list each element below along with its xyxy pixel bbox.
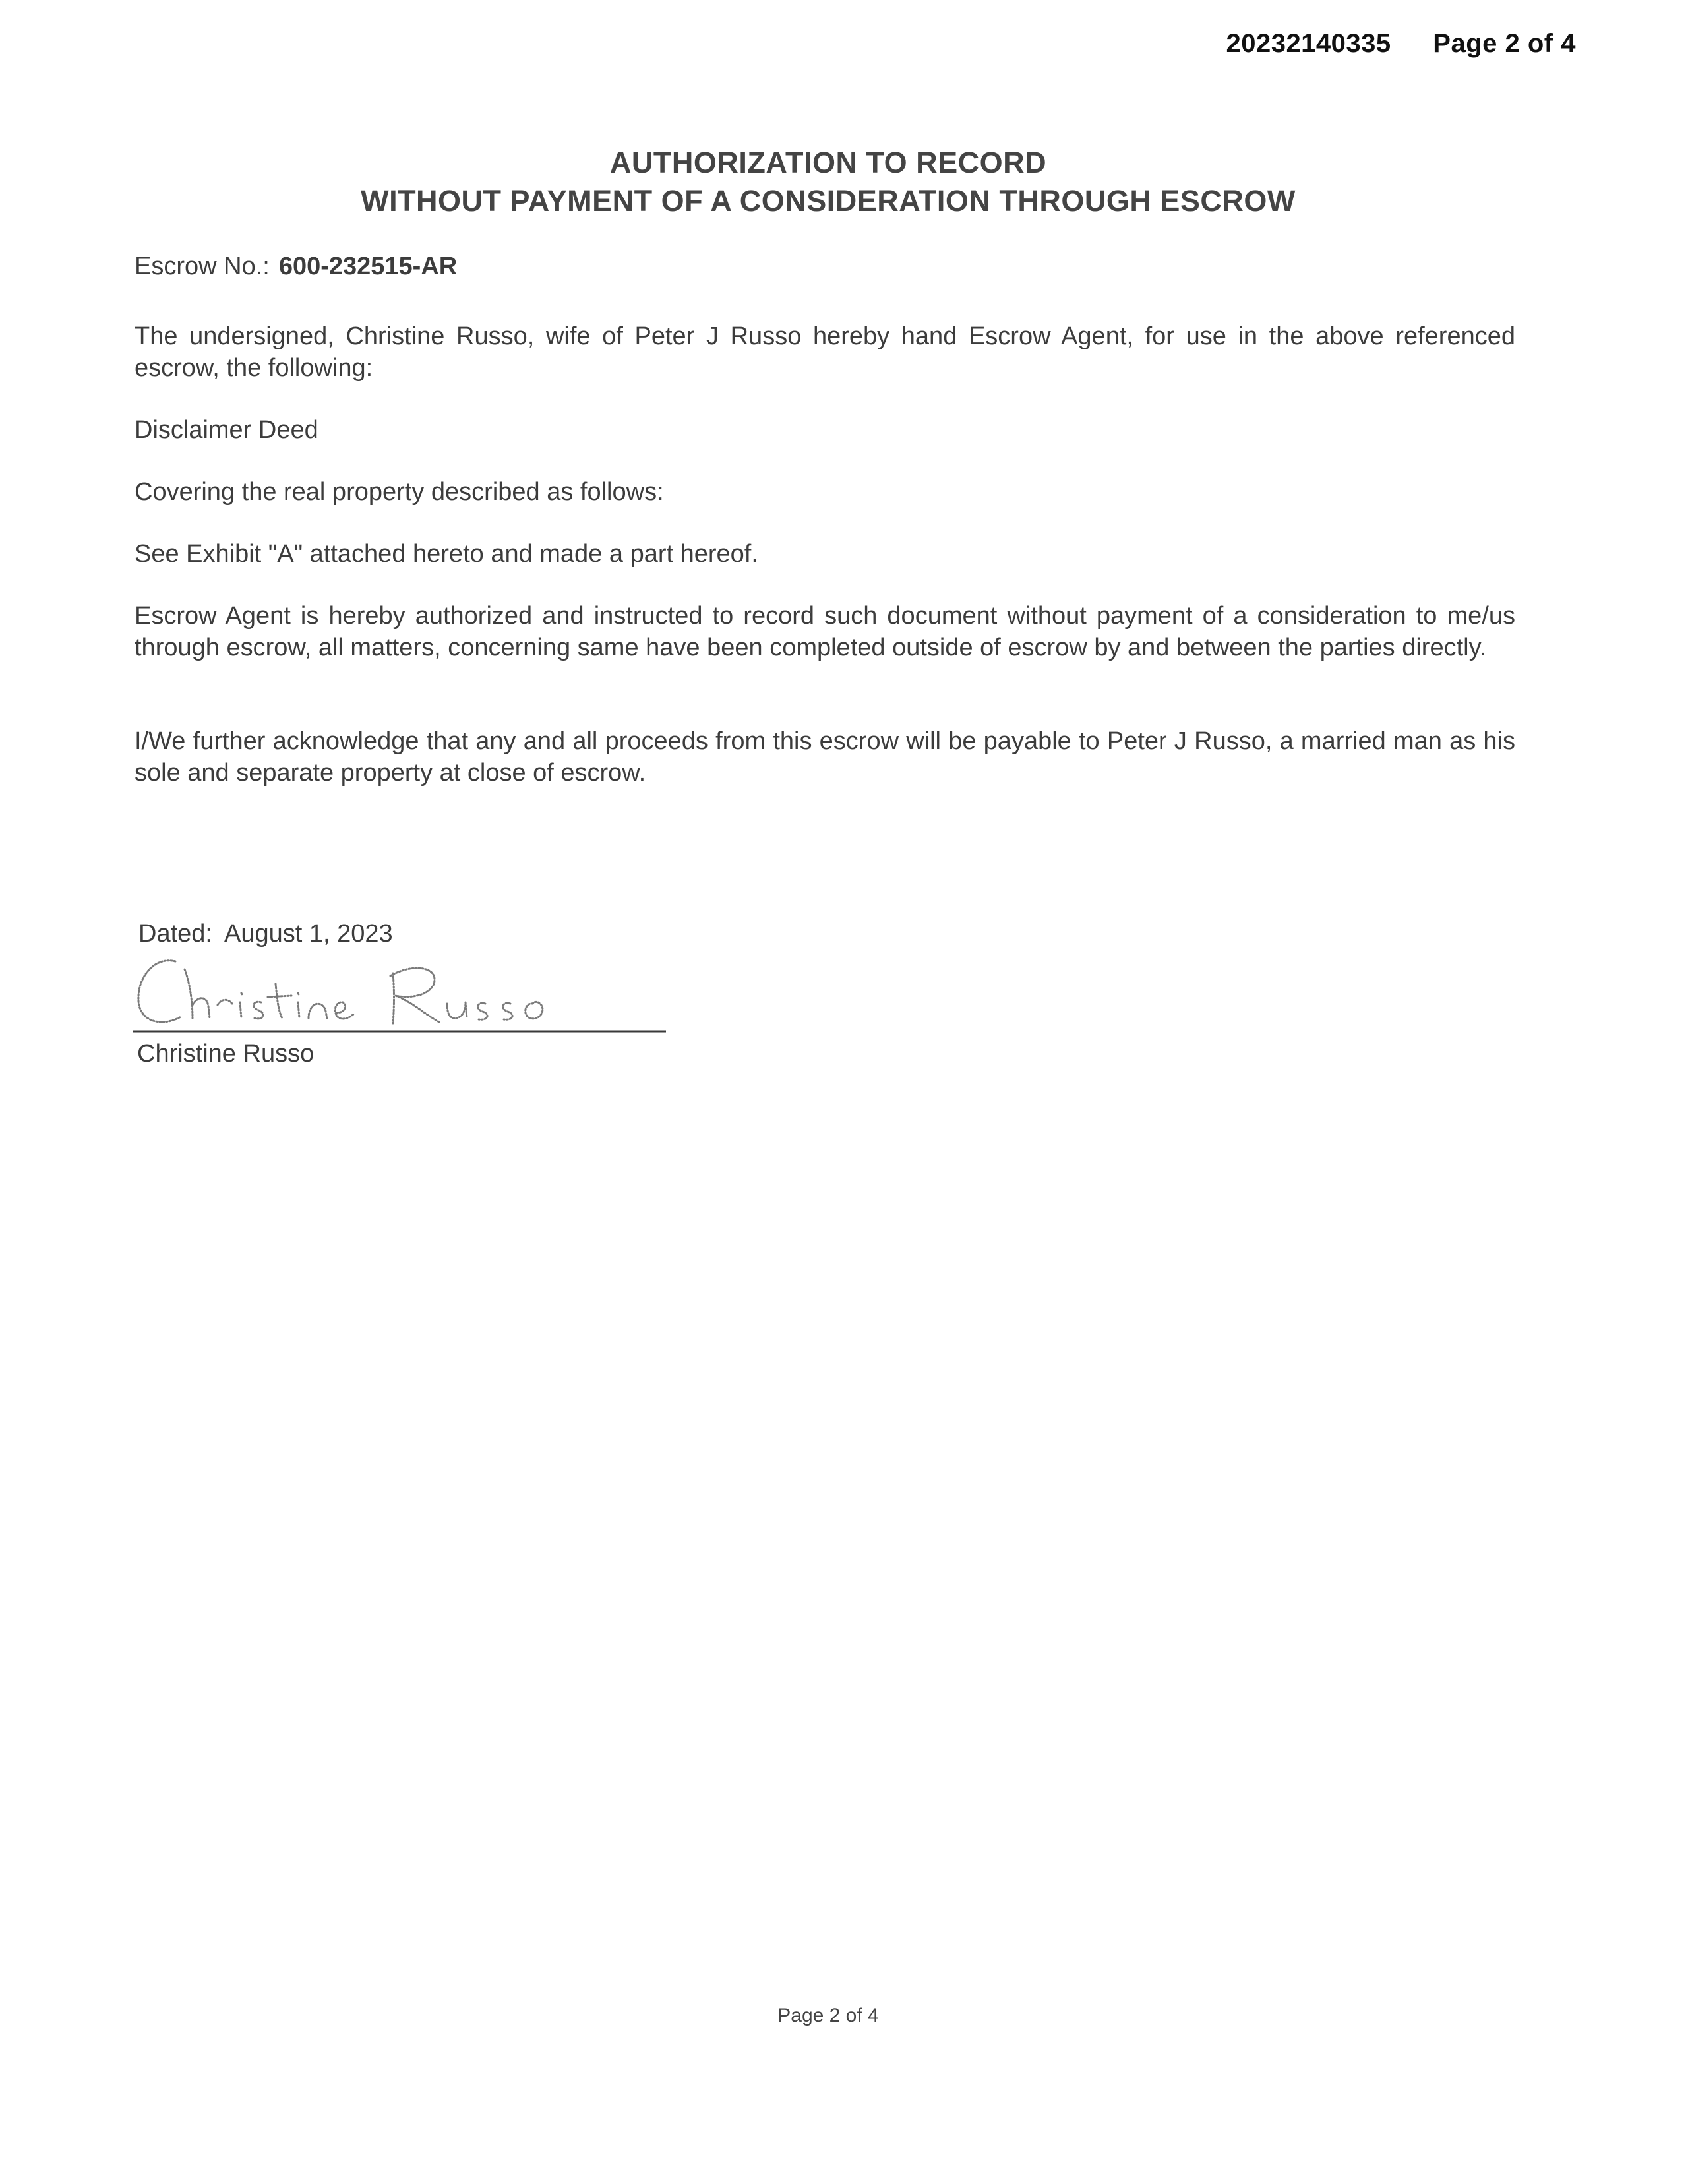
dated-label: Dated: bbox=[138, 920, 212, 948]
paragraph-acknowledgement: I/We further acknowledge that any and all proceeds from this escrow will be payable to Peter J Russo, a married man as his sole and separate property at close of escrow. bbox=[135, 727, 1515, 787]
dated-line bbox=[138, 918, 1519, 950]
page-footer: Page 2 of 4 bbox=[777, 2005, 879, 2026]
escrow-number-label: Escrow No.: bbox=[135, 253, 270, 280]
paragraph-covering: Covering the real property described as follows: bbox=[135, 478, 664, 506]
paragraph-exhibit: See Exhibit "A" attached hereto and made a part hereof. bbox=[135, 540, 758, 568]
header-page-number: Page 2 of 4 bbox=[1433, 29, 1576, 58]
page-header bbox=[1226, 29, 1576, 59]
paragraph-undersigned: The undersigned, Christine Russo, wife of Peter J Russo hereby hand Escrow Agent, for use in the above referenced escrow, the following: bbox=[135, 322, 1515, 382]
dated-value: August 1, 2023 bbox=[224, 920, 393, 948]
paragraph-authorization: Escrow Agent is hereby authorized and instructed to record such document without payment of a consideration to me/us through escrow, all matters, concerning same have been completed outside of escrow by and between the parties directly. bbox=[135, 602, 1515, 661]
document-title bbox=[0, 144, 1656, 220]
paragraph-document-type: Disclaimer Deed bbox=[135, 416, 318, 444]
document-number: 20232140335 bbox=[1226, 29, 1391, 58]
escrow-number-value: 600-232515-AR bbox=[278, 253, 458, 280]
handwritten-signature bbox=[129, 950, 670, 1035]
title-line-2: WITHOUT PAYMENT OF A CONSIDERATION THROUGH ESCROW bbox=[361, 184, 1296, 218]
title-line-1: AUTHORIZATION TO RECORD bbox=[609, 146, 1047, 179]
escrow-number-line bbox=[135, 251, 1515, 282]
signer-printed-name: Christine Russo bbox=[137, 1040, 315, 1068]
